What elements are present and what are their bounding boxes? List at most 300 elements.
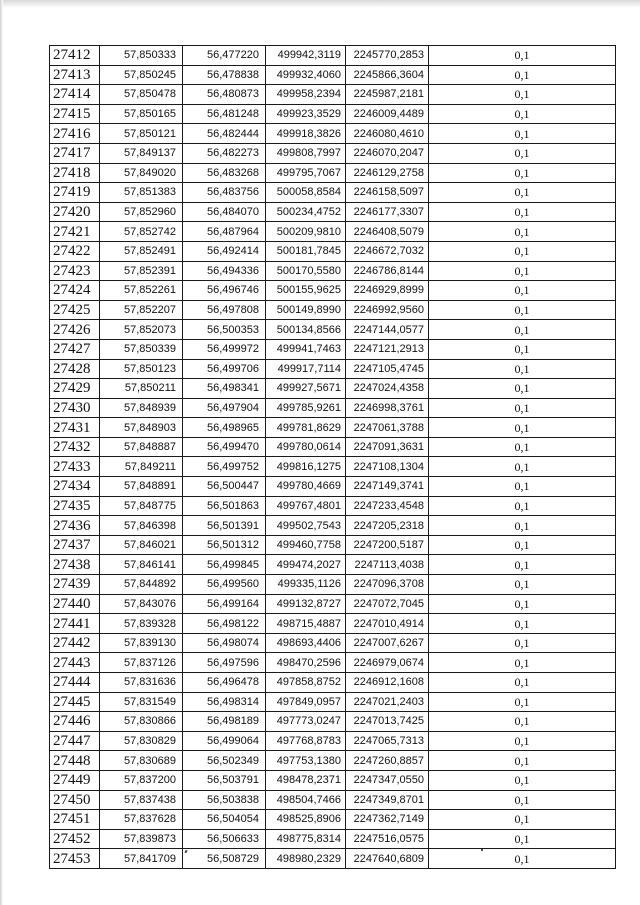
longitude-cell: 56,487964 bbox=[183, 222, 266, 242]
latitude-cell: 57,849137 bbox=[100, 143, 183, 163]
table-row bbox=[50, 731, 616, 751]
accuracy-cell: 0,1 bbox=[429, 692, 616, 712]
latitude-cell: 57,844892 bbox=[100, 575, 183, 595]
table-row bbox=[50, 437, 616, 457]
latitude-cell: 57,837126 bbox=[100, 653, 183, 673]
latitude-cell: 57,852261 bbox=[100, 281, 183, 301]
table-row bbox=[50, 516, 616, 536]
y-coordinate-cell: 2246979,0674 bbox=[346, 653, 429, 673]
x-coordinate-cell: 499474,2027 bbox=[266, 555, 346, 575]
latitude-cell: 57,850211 bbox=[100, 379, 183, 399]
point-number-cell: 27451 bbox=[50, 810, 100, 830]
point-number-cell: 27442 bbox=[50, 633, 100, 653]
table-row bbox=[50, 339, 616, 359]
longitude-cell: 56,483268 bbox=[183, 163, 266, 183]
accuracy-cell: 0,1 bbox=[429, 653, 616, 673]
longitude-cell: 56,499845 bbox=[183, 555, 266, 575]
y-coordinate-cell: 2247362,7149 bbox=[346, 810, 429, 830]
point-number-cell: 27429 bbox=[50, 379, 100, 399]
y-coordinate-cell: 2247349,8701 bbox=[346, 790, 429, 810]
accuracy-cell: 0,1 bbox=[429, 712, 616, 732]
y-coordinate-cell: 2246158,5097 bbox=[346, 183, 429, 203]
point-number-cell: 27452 bbox=[50, 829, 100, 849]
point-number-cell: 27428 bbox=[50, 359, 100, 379]
latitude-cell: 57,848887 bbox=[100, 437, 183, 457]
table-row bbox=[50, 633, 616, 653]
accuracy-cell: 0,1 bbox=[429, 731, 616, 751]
table-row bbox=[50, 202, 616, 222]
accuracy-cell: 0,1 bbox=[429, 379, 616, 399]
latitude-cell: 57,848939 bbox=[100, 398, 183, 418]
accuracy-cell: 0,1 bbox=[429, 516, 616, 536]
accuracy-cell: 0,1 bbox=[429, 261, 616, 281]
x-coordinate-cell: 498693,4406 bbox=[266, 633, 346, 653]
longitude-cell: 56,497596 bbox=[183, 653, 266, 673]
y-coordinate-cell: 2247061,3788 bbox=[346, 418, 429, 438]
latitude-cell: 57,837628 bbox=[100, 810, 183, 830]
table-row bbox=[50, 496, 616, 516]
y-coordinate-cell: 2247072,7045 bbox=[346, 594, 429, 614]
accuracy-cell: 0,1 bbox=[429, 555, 616, 575]
longitude-cell: 56,499752 bbox=[183, 457, 266, 477]
point-number-cell: 27444 bbox=[50, 673, 100, 693]
accuracy-cell: 0,1 bbox=[429, 65, 616, 85]
x-coordinate-cell: 500134,8566 bbox=[266, 320, 346, 340]
accuracy-cell: 0,1 bbox=[429, 535, 616, 555]
latitude-cell: 57,849211 bbox=[100, 457, 183, 477]
x-coordinate-cell: 499502,7543 bbox=[266, 516, 346, 536]
longitude-cell: 56,498189 bbox=[183, 712, 266, 732]
longitude-cell: 56,503838 bbox=[183, 790, 266, 810]
table-row bbox=[50, 535, 616, 555]
longitude-cell: 56,494336 bbox=[183, 261, 266, 281]
accuracy-cell: 0,1 bbox=[429, 46, 616, 66]
accuracy-cell: 0,1 bbox=[429, 359, 616, 379]
y-coordinate-cell: 2245866,3604 bbox=[346, 65, 429, 85]
point-number-cell: 27443 bbox=[50, 653, 100, 673]
accuracy-cell: 0,1 bbox=[429, 281, 616, 301]
point-number-cell: 27422 bbox=[50, 241, 100, 261]
y-coordinate-cell: 2247108,1304 bbox=[346, 457, 429, 477]
point-number-cell: 27434 bbox=[50, 477, 100, 497]
longitude-cell: 56,502349 bbox=[183, 751, 266, 771]
point-number-cell: 27417 bbox=[50, 143, 100, 163]
x-coordinate-cell: 498715,4887 bbox=[266, 614, 346, 634]
table-row bbox=[50, 418, 616, 438]
longitude-cell: 56,499470 bbox=[183, 437, 266, 457]
y-coordinate-cell: 2246929,8999 bbox=[346, 281, 429, 301]
table-row bbox=[50, 143, 616, 163]
longitude-cell: 56,504054 bbox=[183, 810, 266, 830]
x-coordinate-cell: 499932,4060 bbox=[266, 65, 346, 85]
x-coordinate-cell: 497849,0957 bbox=[266, 692, 346, 712]
y-coordinate-cell: 2247149,3741 bbox=[346, 477, 429, 497]
latitude-cell: 57,850333 bbox=[100, 46, 183, 66]
table-row bbox=[50, 398, 616, 418]
point-number-cell: 27437 bbox=[50, 535, 100, 555]
latitude-cell: 57,850245 bbox=[100, 65, 183, 85]
longitude-cell: 56,499706 bbox=[183, 359, 266, 379]
x-coordinate-cell: 498478,2371 bbox=[266, 770, 346, 790]
point-number-cell: 27432 bbox=[50, 437, 100, 457]
accuracy-cell: 0,1 bbox=[429, 751, 616, 771]
x-coordinate-cell: 499942,3119 bbox=[266, 46, 346, 66]
table-row bbox=[50, 124, 616, 144]
x-coordinate-cell: 499816,1275 bbox=[266, 457, 346, 477]
table-row bbox=[50, 281, 616, 301]
accuracy-cell: 0,1 bbox=[429, 437, 616, 457]
table-row bbox=[50, 751, 616, 771]
coordinates-table-container bbox=[49, 45, 615, 869]
accuracy-cell: 0,1 bbox=[429, 104, 616, 124]
point-number-cell: 27439 bbox=[50, 575, 100, 595]
table-row bbox=[50, 614, 616, 634]
y-coordinate-cell: 2246912,1608 bbox=[346, 673, 429, 693]
x-coordinate-cell: 497773,0247 bbox=[266, 712, 346, 732]
x-coordinate-cell: 499918,3826 bbox=[266, 124, 346, 144]
longitude-cell: 56,498314 bbox=[183, 692, 266, 712]
latitude-cell: 57,846021 bbox=[100, 535, 183, 555]
latitude-cell: 57,848891 bbox=[100, 477, 183, 497]
table-row bbox=[50, 712, 616, 732]
longitude-cell: 56,506633 bbox=[183, 829, 266, 849]
x-coordinate-cell: 499958,2394 bbox=[266, 85, 346, 105]
longitude-cell: 56,500447 bbox=[183, 477, 266, 497]
y-coordinate-cell: 2246786,8144 bbox=[346, 261, 429, 281]
accuracy-cell: 0,1 bbox=[429, 320, 616, 340]
longitude-cell: 56,477220 bbox=[183, 46, 266, 66]
point-number-cell: 27430 bbox=[50, 398, 100, 418]
point-number-cell: 27450 bbox=[50, 790, 100, 810]
x-coordinate-cell: 500170,5580 bbox=[266, 261, 346, 281]
y-coordinate-cell: 2246009,4489 bbox=[346, 104, 429, 124]
y-coordinate-cell: 2247096,3708 bbox=[346, 575, 429, 595]
y-coordinate-cell: 2246177,3307 bbox=[346, 202, 429, 222]
x-coordinate-cell: 499785,9261 bbox=[266, 398, 346, 418]
x-coordinate-cell: 499335,1126 bbox=[266, 575, 346, 595]
accuracy-cell: 0,1 bbox=[429, 810, 616, 830]
x-coordinate-cell: 499795,7067 bbox=[266, 163, 346, 183]
latitude-cell: 57,837438 bbox=[100, 790, 183, 810]
x-coordinate-cell: 499781,8629 bbox=[266, 418, 346, 438]
latitude-cell: 57,831549 bbox=[100, 692, 183, 712]
table-row bbox=[50, 65, 616, 85]
point-number-cell: 27431 bbox=[50, 418, 100, 438]
x-coordinate-cell: 499808,7997 bbox=[266, 143, 346, 163]
x-coordinate-cell: 499941,7463 bbox=[266, 339, 346, 359]
table-row bbox=[50, 104, 616, 124]
y-coordinate-cell: 2247007,6267 bbox=[346, 633, 429, 653]
accuracy-cell: 0,1 bbox=[429, 614, 616, 634]
coordinates-table bbox=[49, 45, 616, 869]
point-number-cell: 27448 bbox=[50, 751, 100, 771]
latitude-cell: 57,852073 bbox=[100, 320, 183, 340]
scan-edge-left bbox=[0, 0, 3, 905]
accuracy-cell: 0,1 bbox=[429, 222, 616, 242]
longitude-cell: 56,508729 bbox=[183, 849, 266, 869]
longitude-cell: 56,499064 bbox=[183, 731, 266, 751]
table-row bbox=[50, 379, 616, 399]
latitude-cell: 57,852207 bbox=[100, 300, 183, 320]
latitude-cell: 57,846141 bbox=[100, 555, 183, 575]
x-coordinate-cell: 499780,4669 bbox=[266, 477, 346, 497]
x-coordinate-cell: 497858,8752 bbox=[266, 673, 346, 693]
y-coordinate-cell: 2246408,5079 bbox=[346, 222, 429, 242]
table-row bbox=[50, 770, 616, 790]
y-coordinate-cell: 2247233,4548 bbox=[346, 496, 429, 516]
y-coordinate-cell: 2245987,2181 bbox=[346, 85, 429, 105]
accuracy-cell: 0,1 bbox=[429, 85, 616, 105]
latitude-cell: 57,852491 bbox=[100, 241, 183, 261]
table-row bbox=[50, 594, 616, 614]
latitude-cell: 57,849020 bbox=[100, 163, 183, 183]
accuracy-cell: 0,1 bbox=[429, 398, 616, 418]
y-coordinate-cell: 2247200,5187 bbox=[346, 535, 429, 555]
x-coordinate-cell: 499780,0614 bbox=[266, 437, 346, 457]
point-number-cell: 27441 bbox=[50, 614, 100, 634]
point-number-cell: 27423 bbox=[50, 261, 100, 281]
point-number-cell: 27449 bbox=[50, 770, 100, 790]
accuracy-cell: 0,1 bbox=[429, 790, 616, 810]
point-number-cell: 27433 bbox=[50, 457, 100, 477]
longitude-cell: 56,484070 bbox=[183, 202, 266, 222]
table-row bbox=[50, 673, 616, 693]
y-coordinate-cell: 2246080,4610 bbox=[346, 124, 429, 144]
point-number-cell: 27420 bbox=[50, 202, 100, 222]
longitude-cell: 56,480873 bbox=[183, 85, 266, 105]
point-number-cell: 27419 bbox=[50, 183, 100, 203]
longitude-cell: 56,503791 bbox=[183, 770, 266, 790]
point-number-cell: 27413 bbox=[50, 65, 100, 85]
y-coordinate-cell: 2245770,2853 bbox=[346, 46, 429, 66]
y-coordinate-cell: 2247105,4745 bbox=[346, 359, 429, 379]
accuracy-cell: 0,1 bbox=[429, 202, 616, 222]
x-coordinate-cell: 500181,7845 bbox=[266, 241, 346, 261]
latitude-cell: 57,848775 bbox=[100, 496, 183, 516]
table-row bbox=[50, 692, 616, 712]
table-row bbox=[50, 46, 616, 66]
latitude-cell: 57,852960 bbox=[100, 202, 183, 222]
table-row bbox=[50, 241, 616, 261]
table-row bbox=[50, 163, 616, 183]
y-coordinate-cell: 2247113,4038 bbox=[346, 555, 429, 575]
accuracy-cell: 0,1 bbox=[429, 849, 616, 869]
accuracy-cell: 0,1 bbox=[429, 339, 616, 359]
longitude-cell: 56,501391 bbox=[183, 516, 266, 536]
x-coordinate-cell: 498775,8314 bbox=[266, 829, 346, 849]
longitude-cell: 56,482273 bbox=[183, 143, 266, 163]
y-coordinate-cell: 2247010,4914 bbox=[346, 614, 429, 634]
latitude-cell: 57,851383 bbox=[100, 183, 183, 203]
table-row bbox=[50, 555, 616, 575]
accuracy-cell: 0,1 bbox=[429, 124, 616, 144]
accuracy-cell: 0,1 bbox=[429, 673, 616, 693]
latitude-cell: 57,839873 bbox=[100, 829, 183, 849]
accuracy-cell: 0,1 bbox=[429, 300, 616, 320]
x-coordinate-cell: 499917,7114 bbox=[266, 359, 346, 379]
x-coordinate-cell: 500234,4752 bbox=[266, 202, 346, 222]
longitude-cell: 56,497808 bbox=[183, 300, 266, 320]
table-row bbox=[50, 183, 616, 203]
accuracy-cell: 0,1 bbox=[429, 496, 616, 516]
latitude-cell: 57,830689 bbox=[100, 751, 183, 771]
x-coordinate-cell: 499132,8727 bbox=[266, 594, 346, 614]
x-coordinate-cell: 498980,2329 bbox=[266, 849, 346, 869]
x-coordinate-cell: 497768,8783 bbox=[266, 731, 346, 751]
accuracy-cell: 0,1 bbox=[429, 143, 616, 163]
longitude-cell: 56,481248 bbox=[183, 104, 266, 124]
x-coordinate-cell: 500155,9625 bbox=[266, 281, 346, 301]
longitude-cell: 56,500353 bbox=[183, 320, 266, 340]
x-coordinate-cell: 498504,7466 bbox=[266, 790, 346, 810]
table-row bbox=[50, 320, 616, 340]
y-coordinate-cell: 2246992,9560 bbox=[346, 300, 429, 320]
longitude-cell: 56,499164 bbox=[183, 594, 266, 614]
table-row bbox=[50, 653, 616, 673]
x-coordinate-cell: 497753,1380 bbox=[266, 751, 346, 771]
table-row bbox=[50, 300, 616, 320]
coordinates-table-body bbox=[50, 46, 616, 869]
point-number-cell: 27418 bbox=[50, 163, 100, 183]
point-number-cell: 27447 bbox=[50, 731, 100, 751]
point-number-cell: 27438 bbox=[50, 555, 100, 575]
x-coordinate-cell: 498525,8906 bbox=[266, 810, 346, 830]
y-coordinate-cell: 2247091,3631 bbox=[346, 437, 429, 457]
longitude-cell: 56,497904 bbox=[183, 398, 266, 418]
point-number-cell: 27446 bbox=[50, 712, 100, 732]
point-number-cell: 27412 bbox=[50, 46, 100, 66]
accuracy-cell: 0,1 bbox=[429, 477, 616, 497]
point-number-cell: 27427 bbox=[50, 339, 100, 359]
longitude-cell: 56,498122 bbox=[183, 614, 266, 634]
point-number-cell: 27425 bbox=[50, 300, 100, 320]
latitude-cell: 57,830829 bbox=[100, 731, 183, 751]
latitude-cell: 57,843076 bbox=[100, 594, 183, 614]
y-coordinate-cell: 2247640,6809 bbox=[346, 849, 429, 869]
x-coordinate-cell: 500149,8990 bbox=[266, 300, 346, 320]
latitude-cell: 57,839130 bbox=[100, 633, 183, 653]
y-coordinate-cell: 2247121,2913 bbox=[346, 339, 429, 359]
y-coordinate-cell: 2247516,0575 bbox=[346, 829, 429, 849]
latitude-cell: 57,852391 bbox=[100, 261, 183, 281]
accuracy-cell: 0,1 bbox=[429, 457, 616, 477]
y-coordinate-cell: 2247024,4358 bbox=[346, 379, 429, 399]
point-number-cell: 27414 bbox=[50, 85, 100, 105]
table-row bbox=[50, 261, 616, 281]
accuracy-cell: 0,1 bbox=[429, 241, 616, 261]
latitude-cell: 57,852742 bbox=[100, 222, 183, 242]
longitude-cell: 56,492414 bbox=[183, 241, 266, 261]
point-number-cell: 27453 bbox=[50, 849, 100, 869]
table-row bbox=[50, 829, 616, 849]
y-coordinate-cell: 2247260,8857 bbox=[346, 751, 429, 771]
accuracy-cell: 0,1 bbox=[429, 594, 616, 614]
longitude-cell: 56,501863 bbox=[183, 496, 266, 516]
y-coordinate-cell: 2247013,7425 bbox=[346, 712, 429, 732]
x-coordinate-cell: 500209,9810 bbox=[266, 222, 346, 242]
longitude-cell: 56,483756 bbox=[183, 183, 266, 203]
table-row bbox=[50, 790, 616, 810]
y-coordinate-cell: 2247347,0550 bbox=[346, 770, 429, 790]
longitude-cell: 56,498074 bbox=[183, 633, 266, 653]
point-number-cell: 27424 bbox=[50, 281, 100, 301]
latitude-cell: 57,841709 bbox=[100, 849, 183, 869]
latitude-cell: 57,850165 bbox=[100, 104, 183, 124]
table-row bbox=[50, 575, 616, 595]
accuracy-cell: 0,1 bbox=[429, 575, 616, 595]
accuracy-cell: 0,1 bbox=[429, 418, 616, 438]
table-row bbox=[50, 849, 616, 869]
table-row bbox=[50, 85, 616, 105]
longitude-cell: 56,498965 bbox=[183, 418, 266, 438]
accuracy-cell: 0,1 bbox=[429, 770, 616, 790]
accuracy-cell: 0,1 bbox=[429, 163, 616, 183]
table-row bbox=[50, 810, 616, 830]
latitude-cell: 57,837200 bbox=[100, 770, 183, 790]
longitude-cell: 56,498341 bbox=[183, 379, 266, 399]
latitude-cell: 57,848903 bbox=[100, 418, 183, 438]
y-coordinate-cell: 2246070,2047 bbox=[346, 143, 429, 163]
x-coordinate-cell: 498470,2596 bbox=[266, 653, 346, 673]
point-number-cell: 27416 bbox=[50, 124, 100, 144]
y-coordinate-cell: 2246129,2758 bbox=[346, 163, 429, 183]
scan-speck bbox=[481, 849, 483, 851]
y-coordinate-cell: 2247065,7313 bbox=[346, 731, 429, 751]
point-number-cell: 27426 bbox=[50, 320, 100, 340]
x-coordinate-cell: 499767,4801 bbox=[266, 496, 346, 516]
longitude-cell: 56,478838 bbox=[183, 65, 266, 85]
point-number-cell: 27445 bbox=[50, 692, 100, 712]
accuracy-cell: 0,1 bbox=[429, 633, 616, 653]
latitude-cell: 57,850121 bbox=[100, 124, 183, 144]
longitude-cell: 56,496478 bbox=[183, 673, 266, 693]
y-coordinate-cell: 2247021,2403 bbox=[346, 692, 429, 712]
y-coordinate-cell: 2246998,3761 bbox=[346, 398, 429, 418]
y-coordinate-cell: 2247144,0577 bbox=[346, 320, 429, 340]
table-row bbox=[50, 477, 616, 497]
latitude-cell: 57,850339 bbox=[100, 339, 183, 359]
table-row bbox=[50, 222, 616, 242]
latitude-cell: 57,850123 bbox=[100, 359, 183, 379]
point-number-cell: 27436 bbox=[50, 516, 100, 536]
longitude-cell: 56,482444 bbox=[183, 124, 266, 144]
point-number-cell: 27440 bbox=[50, 594, 100, 614]
x-coordinate-cell: 499927,5671 bbox=[266, 379, 346, 399]
scan-edge-top bbox=[0, 0, 640, 8]
y-coordinate-cell: 2247205,2318 bbox=[346, 516, 429, 536]
latitude-cell: 57,830866 bbox=[100, 712, 183, 732]
longitude-cell: 56,496746 bbox=[183, 281, 266, 301]
point-number-cell: 27421 bbox=[50, 222, 100, 242]
x-coordinate-cell: 500058,8584 bbox=[266, 183, 346, 203]
latitude-cell: 57,831636 bbox=[100, 673, 183, 693]
latitude-cell: 57,839328 bbox=[100, 614, 183, 634]
longitude-cell: 56,499972 bbox=[183, 339, 266, 359]
table-row bbox=[50, 457, 616, 477]
point-number-cell: 27435 bbox=[50, 496, 100, 516]
longitude-cell: 56,499560 bbox=[183, 575, 266, 595]
latitude-cell: 57,846398 bbox=[100, 516, 183, 536]
accuracy-cell: 0,1 bbox=[429, 829, 616, 849]
latitude-cell: 57,850478 bbox=[100, 85, 183, 105]
x-coordinate-cell: 499923,3529 bbox=[266, 104, 346, 124]
longitude-cell: 56,501312 bbox=[183, 535, 266, 555]
table-row bbox=[50, 359, 616, 379]
accuracy-cell: 0,1 bbox=[429, 183, 616, 203]
y-coordinate-cell: 2246672,7032 bbox=[346, 241, 429, 261]
x-coordinate-cell: 499460,7758 bbox=[266, 535, 346, 555]
point-number-cell: 27415 bbox=[50, 104, 100, 124]
